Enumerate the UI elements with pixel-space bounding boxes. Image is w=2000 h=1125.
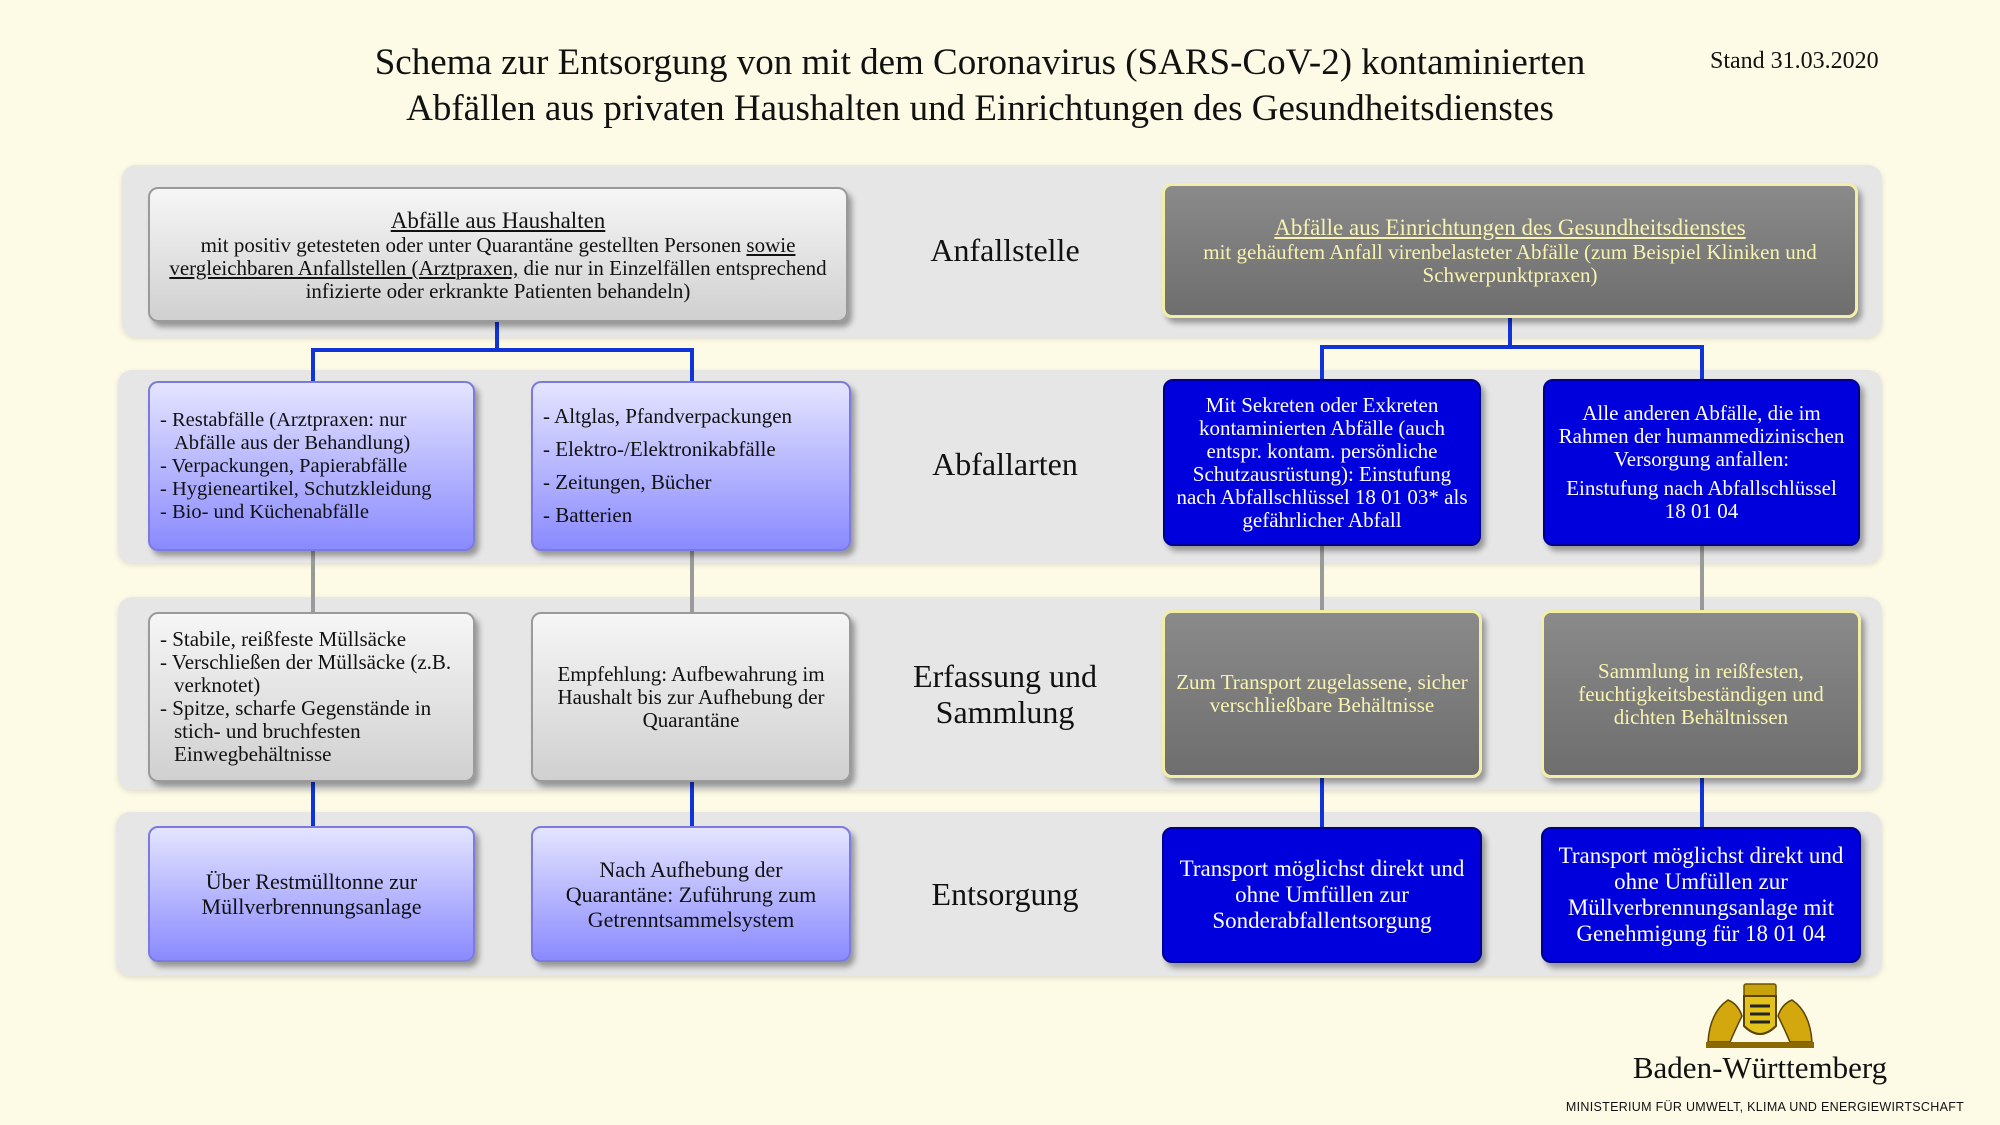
box-erfassung-180103: Zum Transport zugelassene, sicher verschließbare Behältnisse	[1162, 610, 1482, 778]
box-haushalte-text	[160, 234, 836, 303]
box-erfassung-haushalt-rest	[148, 612, 475, 782]
connector-line	[1320, 345, 1324, 380]
connector-line	[1320, 545, 1324, 611]
box-haushalte-text-a: mit positiv getesteten oder unter Quarantäne gestellten Personen	[200, 232, 742, 257]
connector-line	[1320, 777, 1324, 827]
box-erfassung-haushalt-getrennt: Empfehlung: Aufbewahrung im Haushalt bis zur Aufhebung der Quarantäne	[531, 612, 851, 782]
list-item: - Elektro-/Elektronikabfälle	[543, 437, 776, 461]
list-item: - Spitze, scharfe Gegenstände in stich- und bruchfesten Einwegbehältnisse	[160, 696, 432, 766]
box-haushalte-title: Abfälle aus Haushalten	[390, 207, 606, 233]
lane-label-erfassung-line1: Erfassung und	[913, 658, 1097, 694]
box-erfassung-180104: Sammlung in reißfesten, feuchtigkeitsbeständigen und dichten Behältnissen	[1541, 610, 1861, 778]
page-title	[330, 40, 1630, 132]
coat-of-arms-icon	[1700, 982, 1820, 1050]
title-line-2: Abfällen aus privaten Haushalten und Einrichtungen des Gesundheitsdienstes	[406, 88, 1554, 129]
box-haushalte-text-c: die nur in Einzelfällen entsprechend infizierte oder erkrankte Patienten behandeln)	[305, 255, 827, 303]
connector-line	[690, 348, 694, 382]
date-stamp: Stand 31.03.2020	[1710, 48, 1879, 74]
abfallarten-left-list	[160, 409, 463, 524]
box-entsorgung-haushalt-getrennt: Nach Aufhebung der Quarantäne: Zuführung zum Getrenntsammelsystem	[531, 826, 851, 962]
abfallarten-mid-list	[543, 400, 839, 532]
box-entsorgung-180104: Transport möglichst direkt und ohne Umfüllen zur Müllverbrennungsanlage mit Genehmigung für 18 01 04	[1541, 827, 1861, 963]
list-item: - Bio- und Küchenabfälle	[160, 500, 369, 523]
ministry-name: MINISTERIUM FÜR UMWELT, KLIMA UND ENERGIEWIRTSCHAFT	[1565, 1100, 1965, 1114]
connector-line	[311, 348, 315, 382]
connector-line	[690, 780, 694, 826]
connector-line	[690, 550, 694, 614]
list-item: - Hygieneartikel, Schutzkleidung	[160, 477, 432, 500]
list-item: - Restabfälle (Arztpraxen: nur Abfälle aus der Behandlung)	[160, 408, 411, 454]
erfassung-left-list	[160, 628, 463, 766]
connector-line	[1700, 777, 1704, 827]
box-abfallarten-180104	[1543, 379, 1860, 546]
lane-label-anfallstelle: Anfallstelle	[930, 232, 1080, 268]
connector-line	[495, 322, 499, 350]
box-entsorgung-haushalt-rest: Über Restmülltonne zur Müllverbrennungsanlage	[148, 826, 475, 962]
box-abfallarten-180103: Mit Sekreten oder Exkreten kontaminierten Abfälle (auch entspr. kontam. persönliche Schutzausrüstung): Einstufung nach Abfallschlüssel 18 01 03* als gefährlicher Abfall	[1163, 379, 1481, 546]
connector-line	[1700, 545, 1704, 611]
abfallarten-r2-text-b: Einstufung nach Abfallschlüssel 18 01 04	[1566, 476, 1837, 523]
connector-line	[311, 780, 315, 826]
box-haushalte-text-b: sowie vergleichbaren Anfallstellen (Arztpraxen,	[169, 232, 796, 280]
title-line-1: Schema zur Entsorgung von mit dem Coronavirus (SARS-CoV-2) kontaminierten	[374, 42, 1586, 83]
connector-line	[311, 348, 694, 352]
connector-line	[1700, 345, 1704, 380]
connector-line	[1508, 318, 1512, 348]
list-item: - Verpackungen, Papierabfälle	[160, 454, 408, 477]
list-item: - Altglas, Pfandverpackungen	[543, 404, 793, 428]
lane-label-erfassung-line2: Sammlung	[935, 694, 1075, 730]
lane-label-erfassung	[860, 658, 1150, 730]
abfallarten-r2-text-a: Alle anderen Abfälle, die im Rahmen der humanmedizinischen Versorgung anfallen:	[1558, 401, 1845, 471]
box-abfallarten-haushalt-getrennt	[531, 381, 851, 551]
lane-label-abfallarten: Abfallarten	[932, 446, 1078, 482]
logo-wordmark: Baden-Württemberg	[1632, 1050, 1888, 1085]
list-item: - Batterien	[543, 503, 633, 527]
box-entsorgung-180103: Transport möglichst direkt und ohne Umfüllen zur Sonderabfallentsorgung	[1162, 827, 1482, 963]
box-gesundheitsdienst-title: Abfälle aus Einrichtungen des Gesundheitsdienstes	[1274, 215, 1746, 240]
list-item: - Zeitungen, Bücher	[543, 470, 712, 494]
lane-label-entsorgung: Entsorgung	[931, 876, 1079, 912]
connector-line	[311, 550, 315, 614]
box-gesundheitsdienst-text: mit gehäuftem Anfall virenbelasteter Abfälle (zum Beispiel Kliniken und Schwerpunktpraxen)	[1203, 240, 1817, 287]
box-gesundheitsdienst	[1162, 183, 1858, 318]
connector-line	[1320, 345, 1704, 349]
box-haushalte	[148, 187, 848, 322]
list-item: - Stabile, reißfeste Müllsäcke	[160, 627, 407, 651]
box-abfallarten-haushalt-rest	[148, 381, 475, 551]
list-item: - Verschließen der Müllsäcke (z.B. verknotet)	[160, 650, 452, 697]
